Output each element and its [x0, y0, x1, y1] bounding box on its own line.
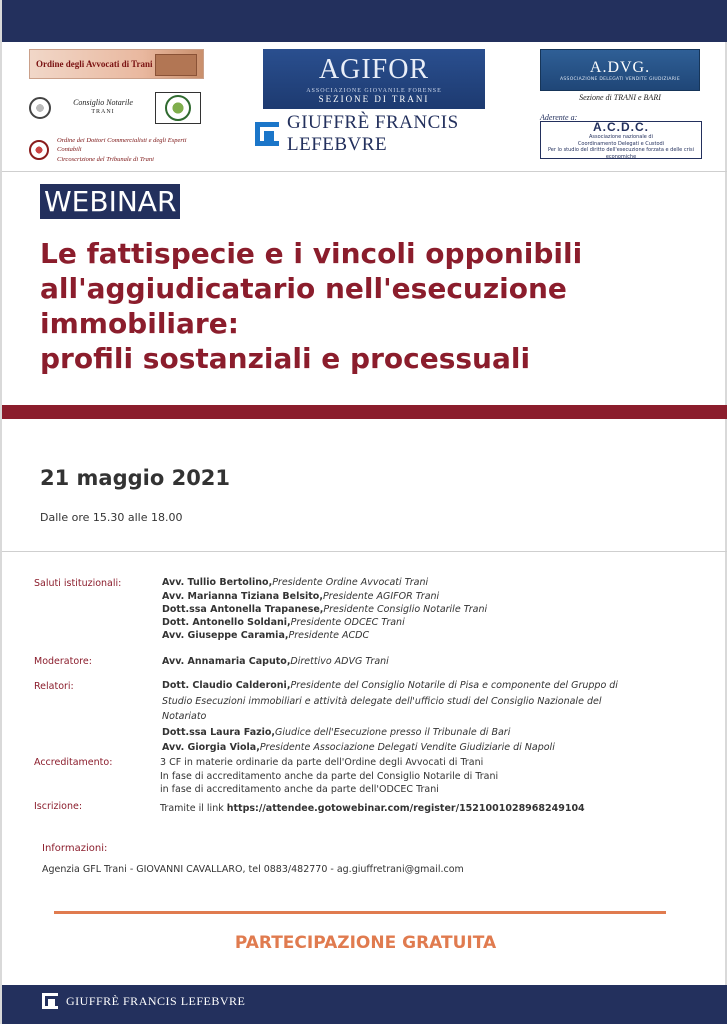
saluti-item: Dott.ssa Antonella Trapanese,Presidente Consiglio Notarile Trani — [162, 604, 488, 615]
title-line: all'aggiudicatario nell'esecuzione — [40, 272, 567, 305]
saluti-item: Avv. Marianna Tiziana Belsito,Presidente AGIFOR Trani — [162, 591, 440, 602]
free-participation: PARTECIPAZIONE GRATUITA — [234, 933, 497, 953]
odcec-subtext: Circoscrizione del Tribunale di Trani — [57, 155, 154, 163]
top-banner — [2, 0, 727, 42]
informazioni-label: Informazioni: — [42, 843, 108, 854]
event-time: Dalle ore 15.30 alle 18.00 — [40, 511, 183, 524]
footer-brand: GIUFFRÈ FRANCIS LEFEBVRE — [66, 993, 246, 1008]
saluti-item: Avv. Tullio Bertolino,Presidente Ordine Avvocati Trani — [162, 577, 429, 588]
acdc-logo — [540, 121, 702, 159]
accreditamento-item: in fase di accreditamento anche da parte dell'ODCEC Trani — [160, 784, 439, 795]
orange-divider — [54, 911, 666, 914]
registration-link[interactable]: https://attendee.gotowebinar.com/register/1521001028968249104 — [226, 803, 585, 814]
accreditamento-item: 3 CF in materie ordinarie da parte dell'Ordine degli Avvocati di Trani — [160, 757, 484, 768]
ordine-avvocati-text: Ordine degli Avvocati di Trani — [36, 59, 153, 69]
accreditamento-item: In fase di accreditamento anche da parte del Consiglio Notarile di Trani — [160, 771, 499, 782]
consiglio-notarile-text: Consiglio Notarile — [73, 98, 133, 108]
agifor-logo — [263, 49, 485, 109]
agifor-sezione: SEZIONE DI TRANI — [318, 94, 430, 104]
relatore-item-cont: Studio Esecuzioni immobiliari e attività delegate dell'ufficio studi del Consiglio Nazionale del — [162, 696, 602, 707]
saluti-item: Avv. Giuseppe Caramia,Presidente ACDC — [162, 630, 370, 641]
trani-crest-icon — [155, 92, 201, 124]
moderatore-label: Moderatore: — [34, 656, 92, 667]
title-divider-bar — [2, 405, 727, 419]
relatore-item: Dott.ssa Laura Fazio,Giudice dell'Esecuzione presso il Tribunale di Bari — [162, 727, 511, 738]
iscrizione-item: Tramite il link https://attendee.gotowebinar.com/register/1521001028968249104 — [160, 803, 585, 814]
relatori-label: Relatori: — [34, 681, 74, 692]
ordine-avvocati-logo — [29, 49, 204, 79]
title-line: Le fattispecie e i vincoli opponibili — [40, 237, 583, 270]
saluti-item: Dott. Antonello Soldani,Presidente ODCEC Trani — [162, 617, 405, 628]
acdc-subtitle-2: Coordinamento Delegati e Custodi — [577, 140, 665, 147]
gfl-mark-icon — [255, 122, 279, 146]
gfl-name: GIUFFRÈ FRANCIS LEFEBVRE — [287, 112, 459, 155]
notary-seal-icon — [29, 97, 51, 119]
advg-sezione: Sezione di TRANI e BARI — [579, 93, 661, 102]
divider — [2, 171, 727, 172]
iscrizione-label: Iscrizione: — [34, 801, 83, 812]
moderatore-item: Avv. Annamaria Caputo,Direttivo ADVG Trani — [162, 656, 389, 667]
advg-logo — [540, 49, 700, 91]
webinar-tag: WEBINAR — [40, 184, 180, 219]
footer-gfl-logo — [42, 993, 245, 1009]
odcec-seal-icon — [29, 140, 49, 160]
agifor-subtitle: ASSOCIAZIONE GIOVANILE FORENSE — [306, 88, 442, 94]
consiglio-notarile-city: TRANI — [91, 108, 115, 115]
acdc-subtitle-3: Per lo studio del diritto dell'esecuzione forzata e delle crisi economiche — [547, 147, 695, 160]
informazioni-text: Agenzia GFL Trani - GIOVANNI CAVALLARO, tel 0883/482770 - ag.giuffretrani@gmail.com — [42, 864, 464, 875]
gfl-logo — [255, 112, 500, 155]
advg-subtitle: ASSOCIAZIONE DELEGATI VENDITE GIUDIZIARIE — [560, 76, 680, 82]
gfl-mark-icon — [42, 993, 58, 1009]
odcec-text: Ordine dei Dottori Commercialisti e degli Esperti Contabili — [57, 137, 187, 154]
acdc-name: A.C.D.C. — [593, 120, 649, 134]
relatore-item: Dott. Claudio Calderoni,Presidente del Consiglio Notarile di Pisa e componente del Gruppo di — [162, 680, 618, 691]
accreditamento-label: Accreditamento: — [34, 757, 113, 768]
divider — [2, 551, 727, 552]
advg-name: A.DVG. — [589, 58, 651, 76]
title-line: profili sostanziali e processuali — [40, 342, 531, 375]
relatore-item-cont: Notariato — [162, 711, 207, 722]
building-icon — [155, 54, 197, 76]
event-date: 21 maggio 2021 — [40, 466, 231, 490]
title-line: immobiliare: — [40, 307, 239, 340]
acdc-subtitle-1: Associazione nazionale di — [589, 134, 653, 140]
saluti-label: Saluti istituzionali: — [34, 578, 122, 589]
relatore-item: Avv. Giorgia Viola,Presidente Associazione Delegati Vendite Giudiziarie di Napoli — [162, 742, 555, 753]
consiglio-notarile-logo — [29, 91, 201, 124]
odcec-logo — [29, 137, 209, 163]
agifor-name: AGIFOR — [318, 54, 430, 85]
webinar-title — [40, 236, 700, 376]
aderente-label: Aderente a: — [540, 113, 578, 122]
